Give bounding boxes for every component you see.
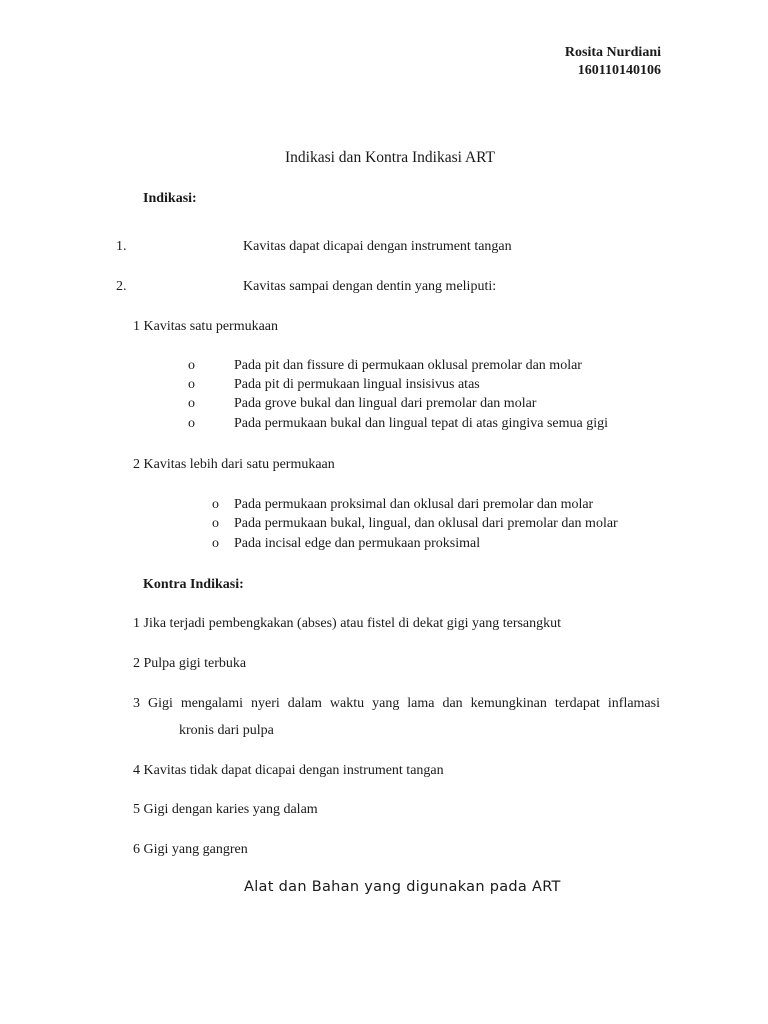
list-item: Pada permukaan bukal, lingual, dan oklusal dari premolar dan molar xyxy=(234,516,618,531)
kontra-item-2: 2 Pulpa gigi terbuka xyxy=(133,656,247,671)
author-name: Rosita Nurdiani xyxy=(564,45,661,60)
kontra-heading: Kontra Indikasi: xyxy=(143,577,244,592)
list-item: Pada permukaan bukal dan lingual tepat di atas gingiva semua gigi xyxy=(234,416,609,431)
bullet-marker: o xyxy=(188,358,195,373)
author-id: 160110140106 xyxy=(577,63,661,78)
kontra-item-6: 6 Gigi yang gangren xyxy=(133,842,248,857)
kontra-item-4: 4 Kavitas tidak dapat dicapai dengan instrument tangan xyxy=(133,763,444,778)
bullet-marker: o xyxy=(212,497,219,512)
bullet-marker: o xyxy=(188,377,195,392)
kontra-item-5: 5 Gigi dengan karies yang dalam xyxy=(133,802,318,817)
sub-list-1-label: 1 Kavitas satu permukaan xyxy=(133,319,279,334)
bullet-marker: o xyxy=(212,516,219,531)
list-item: Pada grove bukal dan lingual dari premolar dan molar xyxy=(234,396,537,411)
kontra-item-3-continuation: kronis dari pulpa xyxy=(179,723,274,738)
indikasi-heading: Indikasi: xyxy=(143,191,197,206)
bullet-marker: o xyxy=(188,416,195,431)
document-title: Indikasi dan Kontra Indikasi ART xyxy=(285,149,496,166)
next-section-heading: Alat dan Bahan yang digunakan pada ART xyxy=(244,879,561,895)
list-item: Pada incisal edge dan permukaan proksimal xyxy=(234,536,481,551)
list-item: Pada pit dan fissure di permukaan oklusal premolar dan molar xyxy=(234,358,582,373)
indikasi-item-1-text: Kavitas dapat dicapai dengan instrument tangan xyxy=(243,239,512,254)
indikasi-item-2-number: 2. xyxy=(116,279,127,294)
bullet-marker: o xyxy=(212,536,219,551)
list-item: Pada pit di permukaan lingual insisivus atas xyxy=(234,377,480,392)
indikasi-item-2-text: Kavitas sampai dengan dentin yang meliputi: xyxy=(243,279,497,294)
kontra-item-3: 3 Gigi mengalami nyeri dalam waktu yang lama dan kemungkinan terdapat inflamasi xyxy=(133,696,660,711)
kontra-item-1: 1 Jika terjadi pembengkakan (abses) atau fistel di dekat gigi yang tersangkut xyxy=(133,616,562,631)
sub-list-2-label: 2 Kavitas lebih dari satu permukaan xyxy=(133,457,335,472)
list-item: Pada permukaan proksimal dan oklusal dari premolar dan molar xyxy=(234,497,594,512)
indikasi-item-1-number: 1. xyxy=(116,239,127,254)
bullet-marker: o xyxy=(188,396,195,411)
